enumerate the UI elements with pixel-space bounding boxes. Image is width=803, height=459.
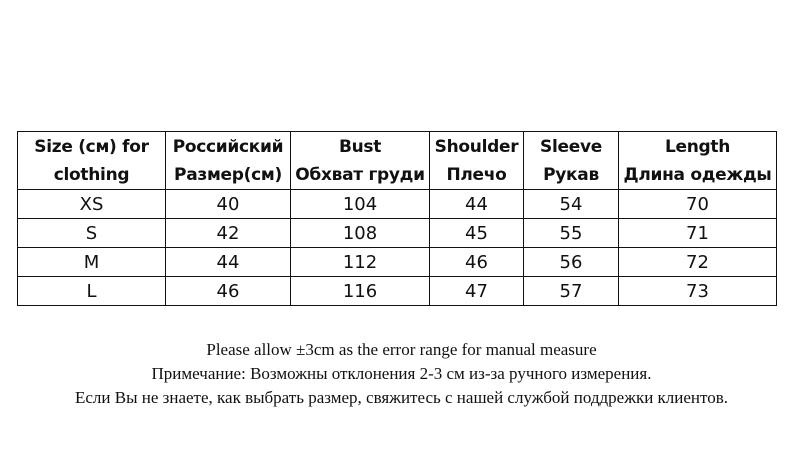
header-sleeve-line2: Рукав <box>543 164 599 185</box>
russian-size-cell: 44 <box>166 248 291 277</box>
length-cell: 71 <box>619 219 777 248</box>
size-cell: S <box>18 219 166 248</box>
header-shoulder <box>430 132 524 190</box>
sleeve-cell: 54 <box>524 190 619 219</box>
table-row <box>18 219 777 248</box>
header-sleeve-line1: Sleeve <box>540 136 602 157</box>
table-row <box>18 248 777 277</box>
shoulder-cell: 47 <box>430 277 524 306</box>
table-row <box>18 277 777 306</box>
sleeve-cell: 56 <box>524 248 619 277</box>
header-bust <box>291 132 430 190</box>
shoulder-cell: 45 <box>430 219 524 248</box>
measurement-notes <box>0 338 803 410</box>
russian-size-cell: 46 <box>166 277 291 306</box>
table-row <box>18 190 777 219</box>
size-chart-table <box>17 131 777 306</box>
bust-cell: 116 <box>291 277 430 306</box>
note-error-range: Please allow ±3cm as the error range for manual measure <box>206 340 597 359</box>
table-header-row <box>18 132 777 190</box>
header-size <box>18 132 166 190</box>
header-russian-size-line1: Российский <box>172 136 284 157</box>
header-size-line1: Size (см) for <box>34 136 149 157</box>
shoulder-cell: 44 <box>430 190 524 219</box>
header-bust-line2: Обхват груди <box>295 164 425 185</box>
header-shoulder-line2: Плечо <box>446 164 507 185</box>
bust-cell: 112 <box>291 248 430 277</box>
note-deviation-ru: Примечание: Возможны отклонения 2-3 см из-за ручного измерения. <box>151 364 652 383</box>
sleeve-cell: 57 <box>524 277 619 306</box>
bust-cell: 104 <box>291 190 430 219</box>
length-cell: 73 <box>619 277 777 306</box>
sleeve-cell: 55 <box>524 219 619 248</box>
header-russian-size-line2: Размер(см) <box>174 164 282 185</box>
length-cell: 70 <box>619 190 777 219</box>
header-bust-line1: Bust <box>338 136 382 157</box>
header-sleeve <box>524 132 619 190</box>
header-length <box>619 132 777 190</box>
header-size-line2: clothing <box>53 164 130 185</box>
bust-cell: 108 <box>291 219 430 248</box>
russian-size-cell: 42 <box>166 219 291 248</box>
size-cell: XS <box>18 190 166 219</box>
header-length-line2: Длина одежды <box>623 164 772 185</box>
russian-size-cell: 40 <box>166 190 291 219</box>
header-shoulder-line1: Shoulder <box>434 136 519 157</box>
size-cell: L <box>18 277 166 306</box>
shoulder-cell: 46 <box>430 248 524 277</box>
length-cell: 72 <box>619 248 777 277</box>
size-cell: M <box>18 248 166 277</box>
header-length-line1: Length <box>664 136 731 157</box>
note-contact-support-ru: Если Вы не знаете, как выбрать размер, свяжитесь с нашей службой поддрежки клиентов. <box>74 388 729 407</box>
header-russian-size <box>166 132 291 190</box>
